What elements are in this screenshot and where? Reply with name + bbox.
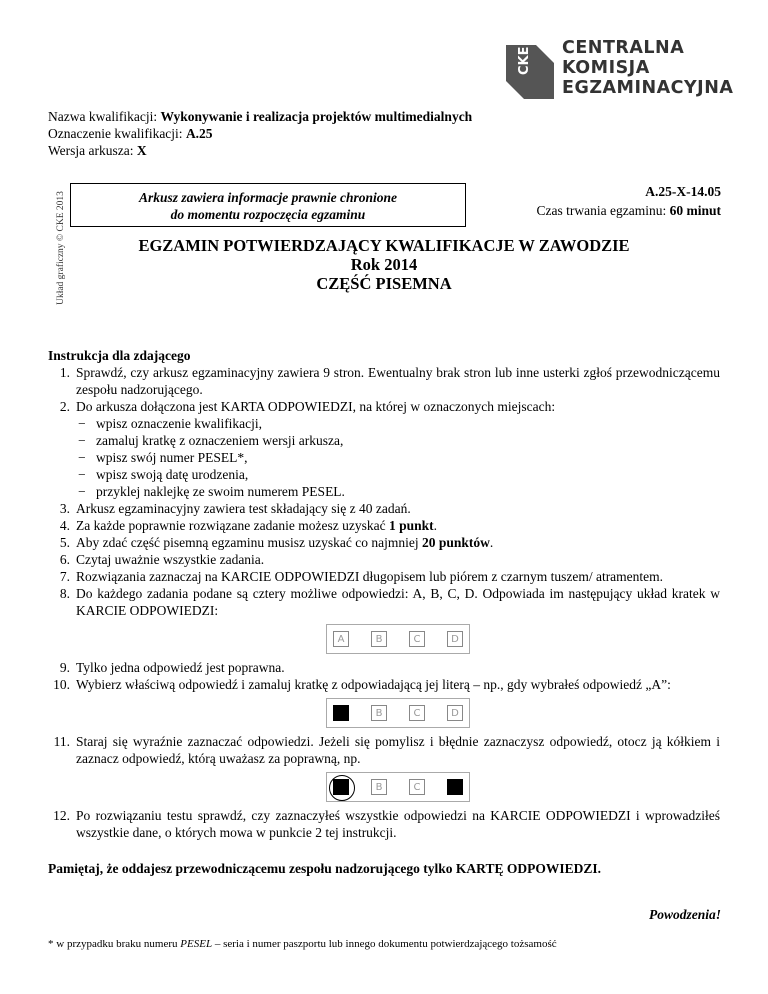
logo-line-2: KOMISJA: [562, 58, 650, 78]
answer-grid-example: [76, 624, 720, 654]
sub-item: − wpisz swój numer PESEL*,: [76, 449, 720, 466]
answer-box-b: B: [371, 631, 387, 647]
sheet-version: Wersja arkusza: X: [48, 143, 147, 158]
instruction-item: 10. Wybierz właściwą odpowiedź i zamaluj kratkę z odpowiadającą jej literą – np., gdy wybrałeś odpowiedź „A”: B C D: [48, 676, 720, 728]
instruction-item: 3. Arkusz egzaminacyjny zawiera test składający się z 40 zadań.: [59, 501, 411, 516]
instruction-item: 4. Za każde poprawnie rozwiązane zadanie możesz uzyskać 1 punkt.: [59, 518, 437, 533]
instructions: [48, 347, 720, 841]
good-luck: Powodzenia!: [648, 907, 721, 922]
answer-box-d-filled: [447, 779, 463, 795]
footnote: * w przypadku braku numeru PESEL – seria i numer paszportu lub innego dokumentu potwierdzającego tożsamość: [48, 938, 557, 950]
instruction-item: 6. Czytaj uważnie wszystkie zadania.: [59, 552, 265, 567]
answer-grid-correction-example: [76, 772, 720, 802]
answer-box-a: A: [333, 631, 349, 647]
answer-box-a-filled: [333, 705, 349, 721]
qualification-code: Oznaczenie kwalifikacji: A.25: [48, 126, 213, 141]
sub-item: − wpisz swoją datę urodzenia,: [76, 466, 720, 483]
qualification-meta: [48, 108, 472, 159]
copyright-side-note: Układ graficzny © CKE 2013: [56, 191, 66, 305]
qualification-name: Nazwa kwalifikacji: Wykonywanie i realizacja projektów multimedialnych: [48, 109, 473, 124]
instruction-item: 1. Sprawdź, czy arkusz egzaminacyjny zawiera 9 stron. Ewentualny brak stron lub inne usterki zgłoś przewodniczącemu zespołu nadzorującego.: [59, 365, 720, 397]
sub-item: − zamaluj kratkę z oznaczeniem wersji arkusza,: [76, 432, 720, 449]
instruction-item: 8. Do każdego zadania podane są cztery możliwe odpowiedzi: A, B, C, D. Odpowiada im następujący układ kratek w KARCIE ODPOWIEDZI: A B C D: [48, 585, 720, 654]
logo-text: [562, 38, 733, 98]
sub-item: − wpisz oznaczenie kwalifikacji,: [76, 415, 720, 432]
logo-mark-text: CKE: [517, 46, 532, 75]
remember-note: Pamiętaj, że oddajesz przewodniczącemu zespołu nadzorującego tylko KARTĘ ODPOWIEDZI.: [48, 861, 601, 876]
instruction-item: 5. Aby zdać część pisemną egzaminu musisz uzyskać co najmniej 20 punktów.: [59, 535, 494, 550]
answer-box-d: D: [447, 631, 463, 647]
cke-logo-icon: [502, 45, 554, 99]
answer-box-d: D: [447, 705, 463, 721]
sub-item: − przyklej naklejkę ze swoim numerem PESEL.: [76, 483, 720, 500]
instruction-item: 9. Tylko jedna odpowiedź jest poprawna.: [59, 660, 285, 675]
exam-code-block: [537, 182, 721, 220]
exam-duration: Czas trwania egzaminu: 60 minut: [536, 203, 721, 218]
answer-grid-filled-example: [76, 698, 720, 728]
instruction-item: 12. Po rozwiązaniu testu sprawdź, czy zaznaczyłeś wszystkie odpowiedzi na KARCIE ODPOWIEDZI i wprowadziłeś wszystkie dane, o których mowa w punkcie 2 tej instrukcji.: [53, 808, 720, 840]
instruction-item: 7. Rozwiązania zaznaczaj na KARCIE ODPOWIEDZI długopisem lub piórem z czarnym tuszem/ atramentem.: [59, 569, 664, 584]
logo-line-1: CENTRALNA: [562, 38, 685, 58]
exam-title: EGZAMIN POTWIERDZAJĄCY KWALIFIKACJE W ZAWODZIE Rok 2014 CZĘŚĆ PISEMNA: [138, 236, 630, 293]
logo-line-3: EGZAMINACYJNA: [562, 78, 734, 98]
instruction-item: 2. Do arkusza dołączona jest KARTA ODPOWIEDZI, na której w oznaczonych miejscach: − wpisz oznaczenie kwalifikacji, − zamaluj kratkę z oznaczeniem wersji arkusza, − wpisz swój numer PESEL*, − wpisz swoją datę urodzenia, − przyklej naklejkę ze swoim numerem PESEL.: [48, 398, 720, 500]
instruction-item: 11. Staraj się wyraźnie zaznaczać odpowiedzi. Jeżeli się pomylisz i błędnie zaznaczysz odpowiedź, otocz ją kółkiem i zaznacz odpowiedź, którą uważasz za poprawną, np. B C: [48, 733, 720, 802]
answer-box-c: C: [409, 705, 425, 721]
exam-code: A.25-X-14.05: [645, 184, 721, 199]
answer-box-a-circled: [333, 779, 349, 795]
answer-box-b: B: [371, 779, 387, 795]
answer-box-c: C: [409, 779, 425, 795]
answer-box-b: B: [371, 705, 387, 721]
answer-box-c: C: [409, 631, 425, 647]
instructions-heading: Instrukcja dla zdającego: [48, 348, 191, 363]
confidential-notice: Arkusz zawiera informacje prawnie chronione do momentu rozpoczęcia egzaminu: [70, 183, 466, 227]
